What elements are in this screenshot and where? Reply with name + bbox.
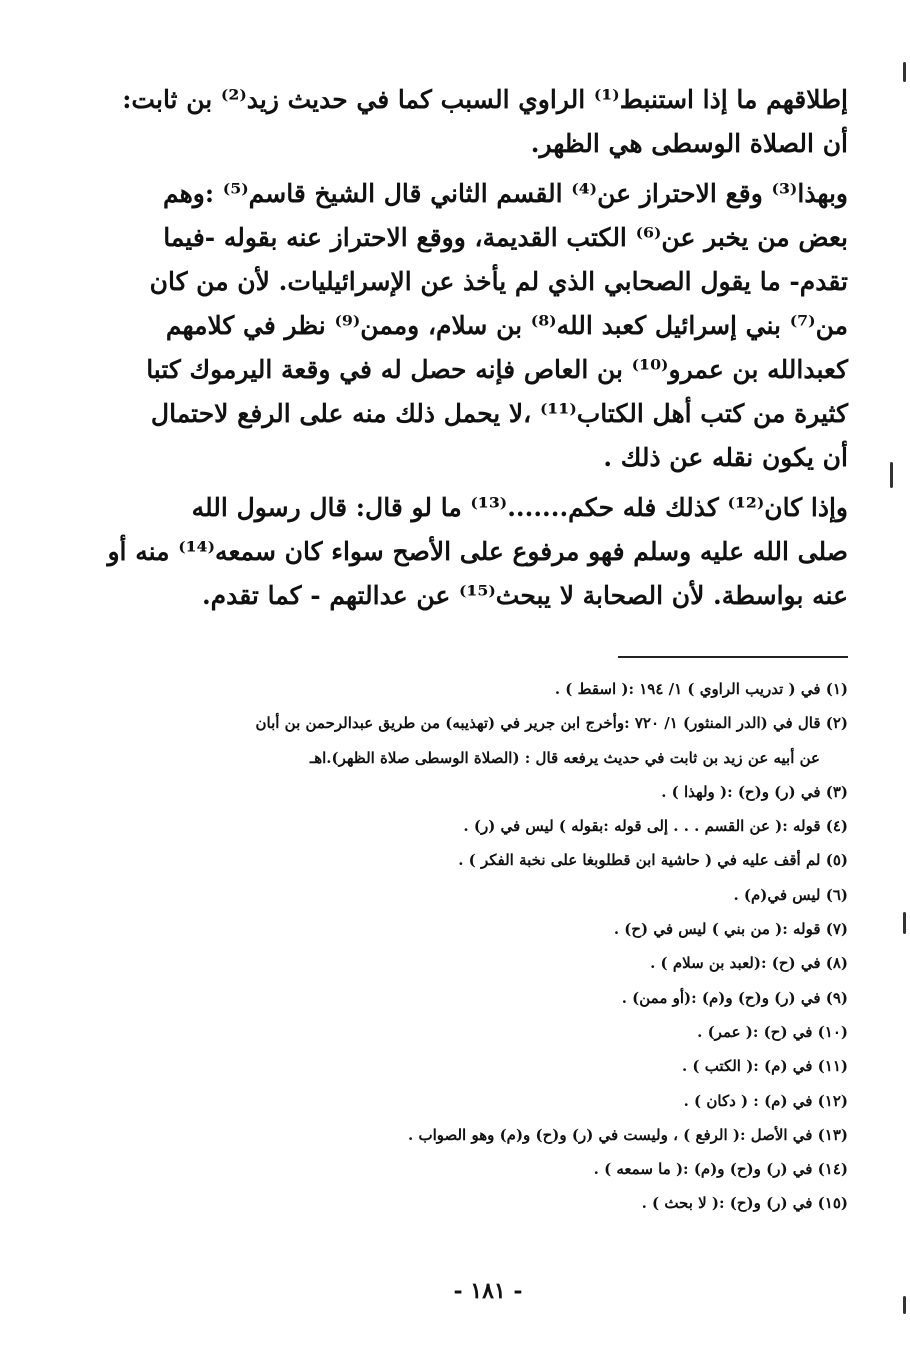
body-paragraph-3 — [107, 486, 848, 618]
body-line: بعض من يخبر عن⁽⁶⁾ الكتب القديمة، ووقع الاحتراز عنه بقوله -فيما — [163, 223, 848, 252]
body-line: عنه بواسطة. لأن الصحابة لا يبحث⁽¹⁵⁾ عن عدالتهم - كما تقدم. — [201, 581, 848, 610]
body-line: وبهذا⁽³⁾ وقع الاحتراز عن⁽⁴⁾ القسم الثاني قال الشيخ قاسم⁽⁵⁾ :وهم — [162, 179, 848, 208]
body-line: كثيرة من كتب أهل الكتاب⁽¹¹⁾ ،لا يحمل ذلك منه على الرفع لاحتمال — [150, 399, 848, 428]
footnote-11: (١١) في (م) :( الكتب ) . — [681, 1057, 848, 1076]
body-line: إطلاقهم ما إذا استنبط⁽¹⁾ الراوي السبب كما في حديث زيد⁽²⁾ بن ثابت: — [122, 85, 848, 114]
footnote-4: (٤) قوله :( عن القسم . . . إلى قوله :بقوله ) ليس في (ر) . — [463, 817, 848, 836]
body-line: أن يكون نقله عن ذلك . — [603, 443, 848, 472]
body-line: وإذا كان⁽¹²⁾ كذلك فله حكم.......⁽¹³⁾ ما لو قال: قال رسول الله — [191, 493, 848, 522]
footnote-7: (٧) قوله :( من بني ) ليس في (ح) . — [613, 920, 848, 939]
document-page — [107, 78, 848, 1318]
body-line: من⁽⁷⁾ بني إسرائيل كعبد الله⁽⁸⁾ بن سلام، وممن⁽⁹⁾ نظر في كلامهم — [165, 311, 848, 340]
footnote-15: (١٥) في (ر) و(ح) :( لا بحث ) . — [641, 1194, 848, 1213]
footnote-13: (١٣) في الأصل :( الرفع ) ، وليست في (ر) و(ح) و(م) وهو الصواب . — [408, 1125, 848, 1144]
footnote-10: (١٠) في (ح) :( عمر) . — [697, 1022, 848, 1041]
scan-mark — [903, 912, 906, 934]
page-number: - ١٨١ - — [453, 1278, 523, 1304]
footnote-8: (٨) في (ح) :(لعبد بن سلام ) . — [650, 954, 848, 973]
footnote-1: (١) في ( تدريب الراوي ) ١/ ١٩٤ :( اسقط ) . — [554, 680, 848, 698]
footnote-12: (١٢) في (م) : ( دكان ) . — [683, 1091, 848, 1110]
body-line: صلى الله عليه وسلم فهو مرفوع على الأصح سواء كان سمعه⁽¹⁴⁾ منه أو — [107, 537, 848, 566]
footnote-6: (٦) ليس في(م) . — [733, 885, 848, 904]
body-line: كعبدالله بن عمرو⁽¹⁰⁾ بن العاص فإنه حصل له في وقعة اليرموك كتبا — [146, 355, 848, 384]
body-line: تقدم- ما يقول الصحابي الذي لم يأخذ عن الإسرائيليات. لأن من كان — [149, 267, 848, 296]
body-paragraph-2 — [128, 172, 848, 480]
footnote-2: (٢) قال في (الدر المنثور) ١/ ٧٢٠ :وأخرج ابن جرير في (تهذيبه) من طريق عبدالرحمن بن أبان — [255, 714, 848, 733]
scan-mark — [903, 62, 906, 82]
footnote-5: (٥) لم أقف عليه في ( حاشية ابن قطلوبغا على نخبة الفكر ) . — [458, 851, 848, 870]
scan-mark — [890, 462, 893, 488]
footnote-9: (٩) في (ر) و(ح) و(م) :(أو ممن) . — [621, 988, 848, 1007]
footnote-2-continuation: عن أبيه عن زيد بن ثابت في حديث يرفعه قال : (الصلاة الوسطى صلاة الظهر).اهـ — [309, 748, 820, 767]
footnote-14: (١٤) في (ر) و(ح) و(م) :( ما سمعه ) . — [593, 1160, 848, 1179]
footnotes — [128, 672, 848, 1221]
footnote-separator — [618, 656, 848, 658]
body-paragraph-1 — [122, 78, 848, 166]
scan-mark — [903, 1296, 906, 1314]
body-line: أن الصلاة الوسطى هي الظهر. — [530, 129, 848, 158]
footnote-3: (٣) في (ر) و(ح) :( ولهذا ) . — [661, 782, 848, 801]
